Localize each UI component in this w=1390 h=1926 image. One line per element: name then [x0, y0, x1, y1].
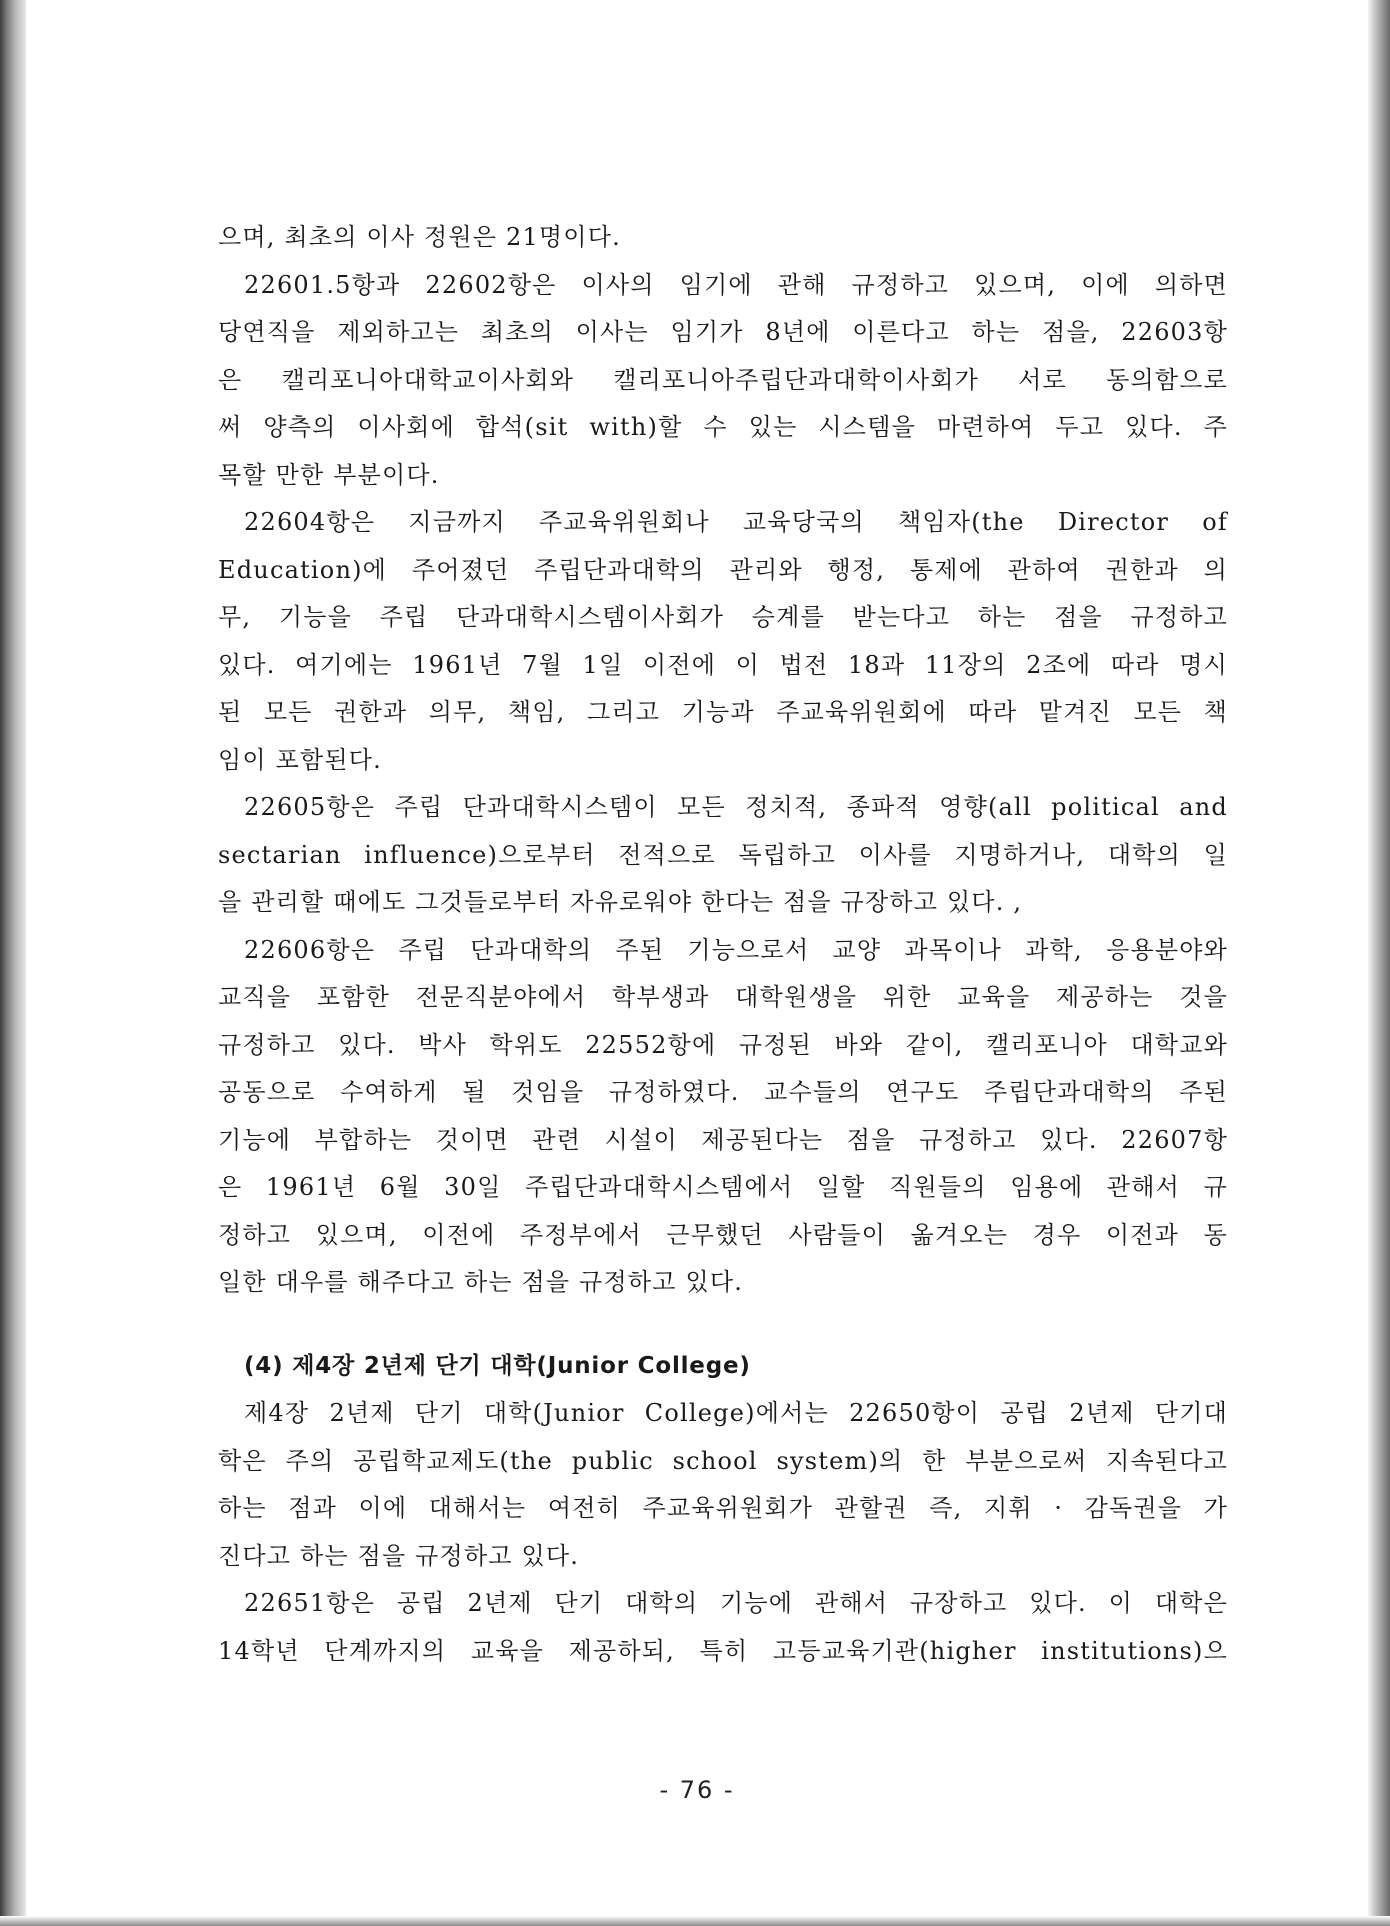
body-line: 으며, 최초의 이사 정원은 21명이다. — [218, 223, 621, 251]
body-line: Education)에 주어졌던 주립단과대학의 관리와 행정, 통제에 관하여 권한과 의 — [218, 555, 1228, 584]
body-line: 규정하고 있다. 박사 학위도 22552항에 규정된 바와 같이, 캘리포니아 대학교와 — [218, 1030, 1228, 1059]
section-gap — [218, 1307, 1228, 1343]
body-line: 당연직을 제외하고는 최초의 이사는 임기가 8년에 이른다고 하는 점을, 22603항 — [218, 318, 1228, 346]
body-line: 교직을 포함한 전문직분야에서 학부생과 대학원생을 위한 교육을 제공하는 것을 — [218, 983, 1228, 1011]
body-line: 공동으로 수여하게 될 것임을 규정하였다. 교수들의 연구도 주립단과대학의 주된 — [218, 1078, 1228, 1106]
page-number: - 76 - — [659, 1776, 735, 1804]
document-page — [26, 0, 1368, 1916]
body-line: 기능에 부합하는 것이면 관련 시설이 제공된다는 점을 규정하고 있다. 22607항 — [218, 1125, 1228, 1154]
body-line: 22605항은 주립 단과대학시스템이 모든 정치적, 종파적 영향(all political and — [244, 793, 1228, 821]
body-line: 을 관리할 때에도 그것들로부터 자유로워야 한다는 점을 규장하고 있다. , — [218, 888, 1023, 916]
page-body — [218, 214, 1228, 1675]
body-line: 제4장 2년제 단기 대학(Junior College)에서는 22650항이 공립 2년제 단기대 — [244, 1399, 1228, 1427]
body-line: 목할 만한 부분이다. — [218, 460, 440, 489]
body-line: 14학년 단계까지의 교육을 제공하되, 특히 고등교육기관(higher institutions)으 — [218, 1636, 1228, 1665]
body-line: 진다고 하는 점을 규정하고 있다. — [218, 1541, 580, 1570]
body-line: 22601.5항과 22602항은 이사의 임기에 관해 규정하고 있으며, 이에 의하면 — [244, 270, 1228, 299]
body-line: 학은 주의 공립학교제도(the public school system)의 한 부분으로써 지속된다고 — [218, 1446, 1228, 1475]
body-line: 임이 포함된다. — [218, 745, 382, 774]
body-line: 일한 대우를 해주다고 하는 점을 규정하고 있다. — [218, 1268, 744, 1296]
body-line: sectarian influence)으로부터 전적으로 독립하고 이사를 지명하거나, 대학의 일 — [218, 840, 1228, 869]
body-line: 무, 기능을 주립 단과대학시스템이사회가 승계를 받는다고 하는 점을 규정하고 — [218, 603, 1228, 631]
body-line: 있다. 여기에는 1961년 7월 1일 이전에 이 법전 18과 11장의 2조에 따라 명시 — [218, 650, 1228, 679]
section-heading: (4) 제4장 2년제 단기 대학(Junior College) — [244, 1352, 751, 1379]
page-edge-left — [0, 0, 26, 1926]
body-line: 22604항은 지금까지 주교육위원회나 교육당국의 책임자(the Director of — [244, 508, 1228, 536]
body-line: 22606항은 주립 단과대학의 주된 기능으로서 교양 과목이나 과학, 응용분야와 — [244, 935, 1228, 964]
body-line: 은 캘리포니아대학교이사회와 캘리포니아주립단과대학이사회가 서로 동의함으로 — [218, 365, 1228, 394]
page-edge-bottom — [0, 1916, 1390, 1926]
body-line: 은 1961년 6월 30일 주립단과대학시스템에서 일할 직원들의 임용에 관해서 규 — [218, 1173, 1228, 1201]
body-line: 22651항은 공립 2년제 단기 대학의 기능에 관해서 규장하고 있다. 이 대학은 — [244, 1589, 1228, 1617]
body-line: 된 모든 권한과 의무, 책임, 그리고 기능과 주교육위원회에 따라 맡겨진 모든 책 — [218, 698, 1228, 726]
body-line: 써 양측의 이사회에 합석(sit with)할 수 있는 시스템을 마련하여 두고 있다. 주 — [218, 413, 1228, 441]
page-edge-right — [1368, 0, 1390, 1926]
body-line: 정하고 있으며, 이전에 주정부에서 근무했던 사람들이 옮겨오는 경우 이전과 동 — [218, 1220, 1228, 1249]
body-line: 하는 점과 이에 대해서는 여전히 주교육위원회가 관할권 즉, 지휘 · 감독권을 가 — [218, 1494, 1228, 1522]
